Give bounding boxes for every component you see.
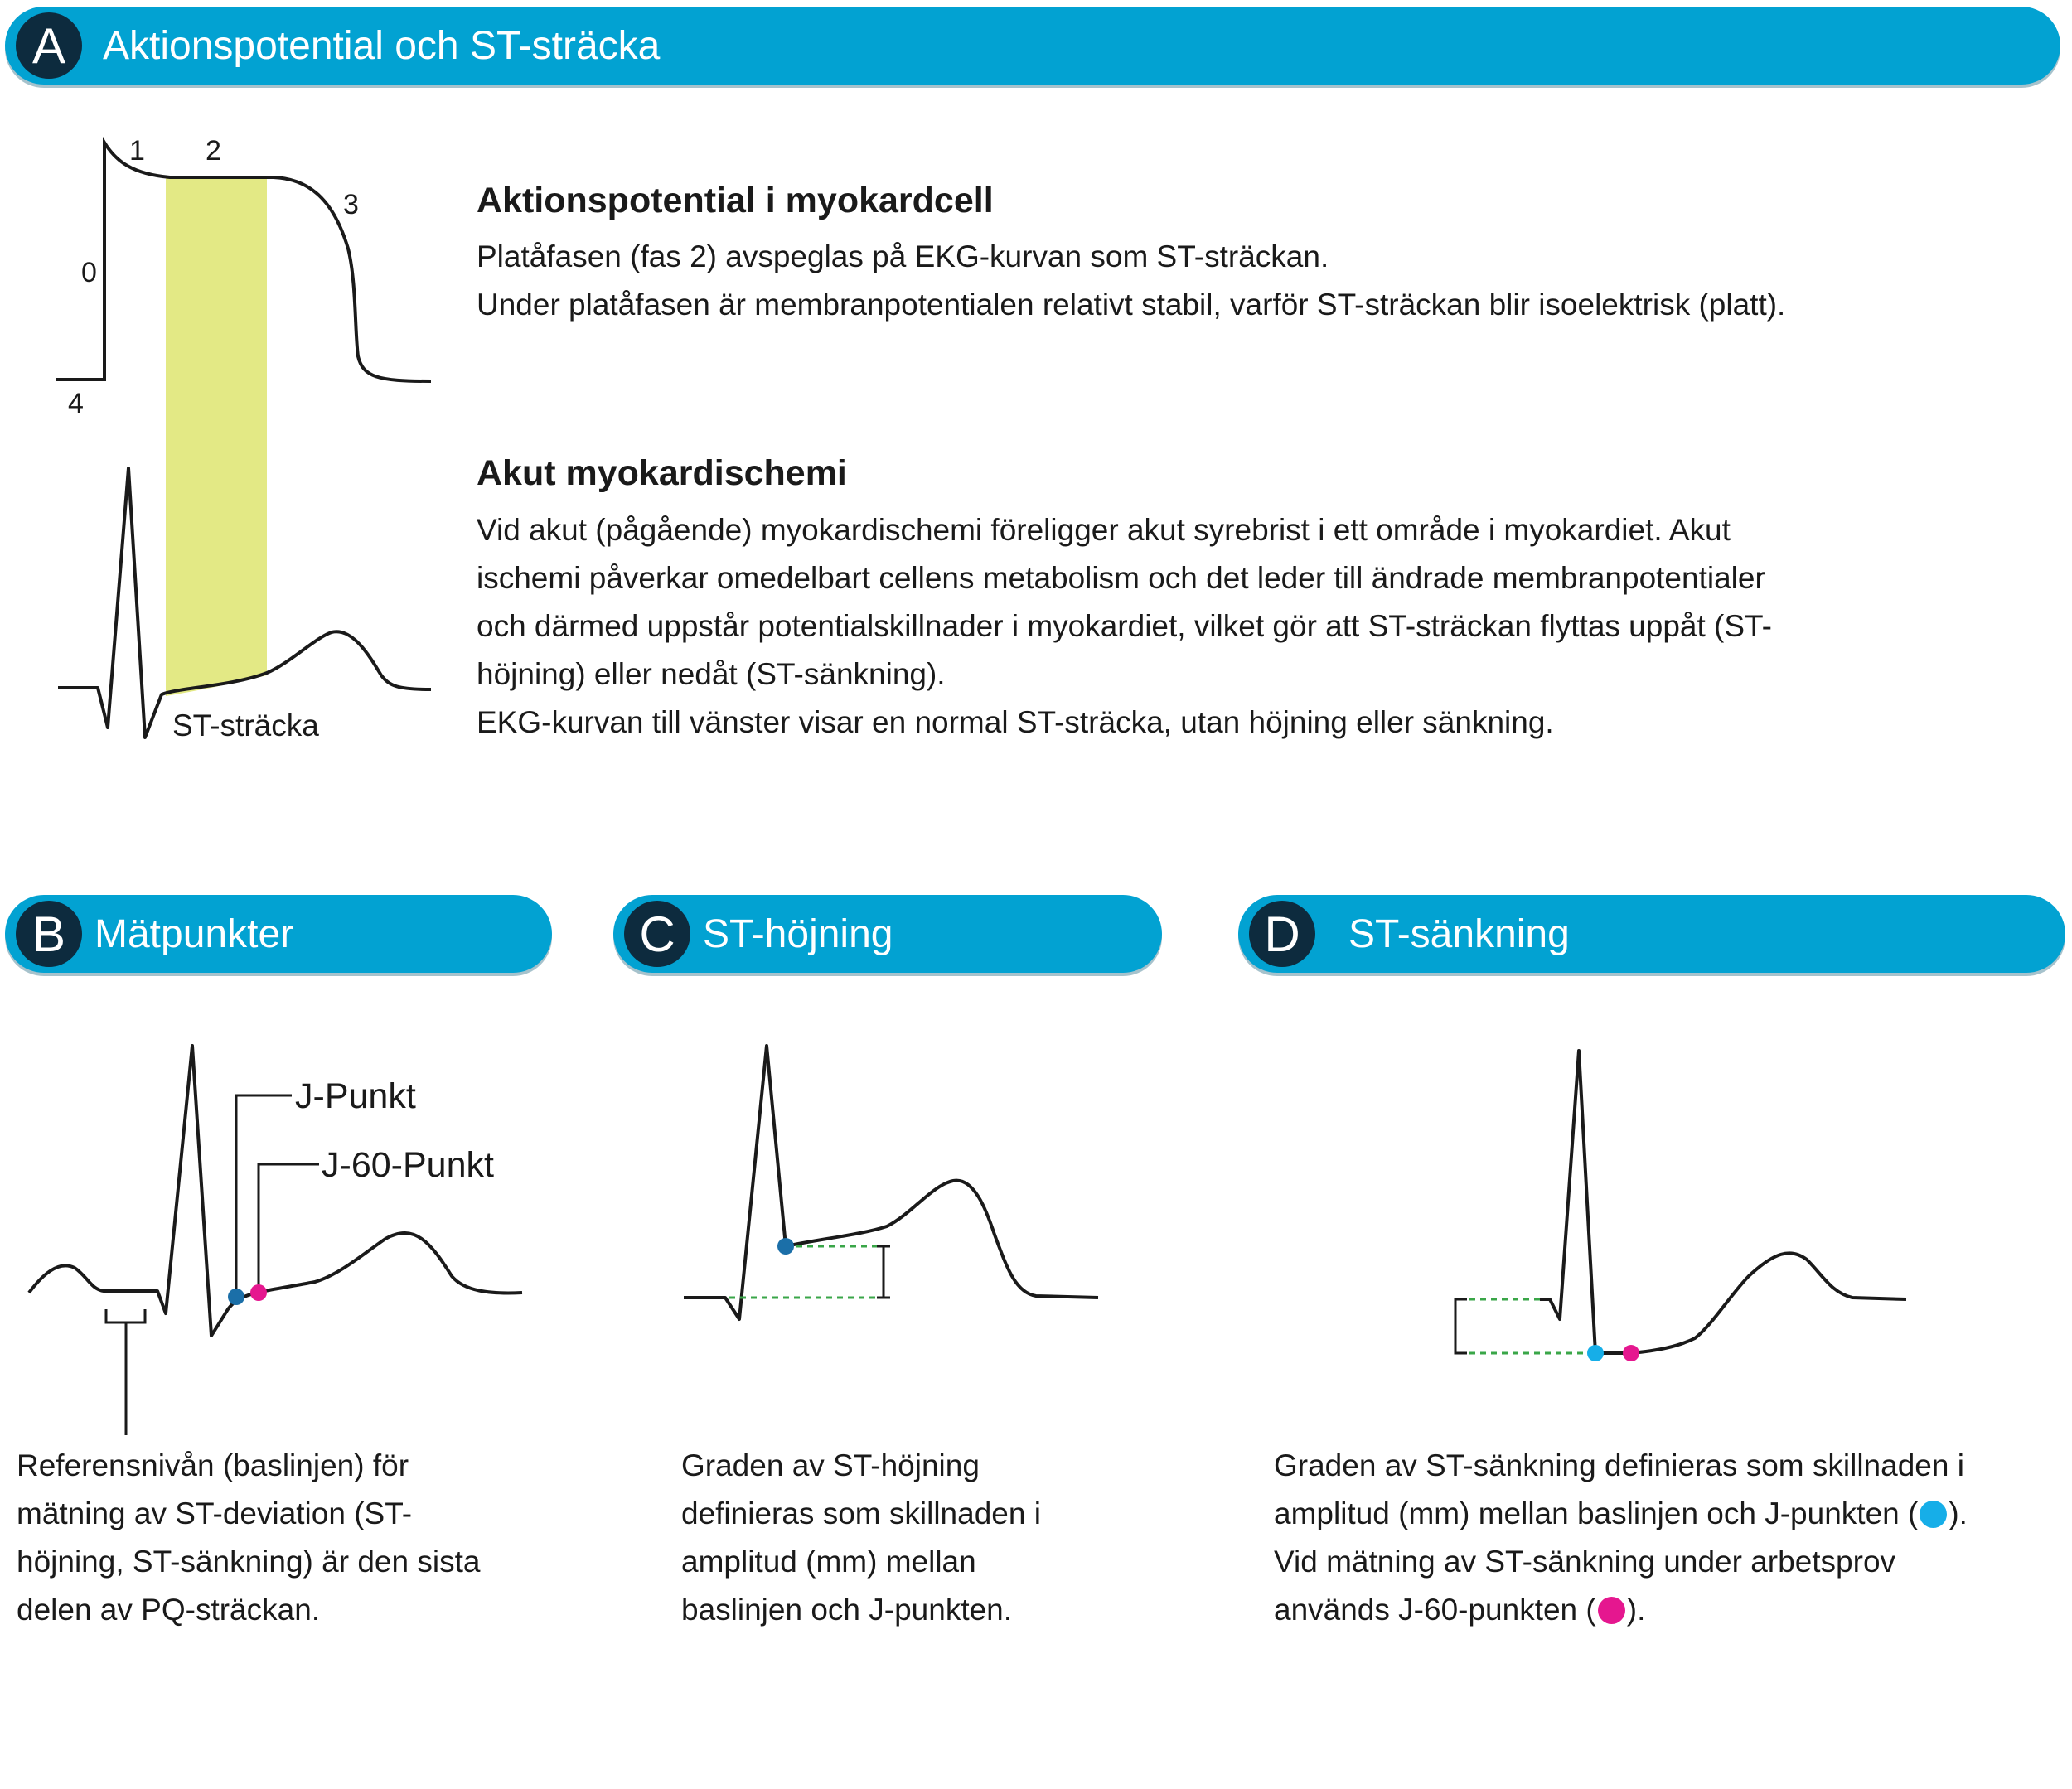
- ischemia-heading: Akut myokardischemi: [477, 453, 847, 493]
- ischemia-line: EKG-kurvan till vänster visar en normal ST-sträcka, utan höjning eller sänkning.: [477, 705, 1554, 739]
- j-point-legend-icon: [1920, 1501, 1947, 1528]
- section-d-line4-start: används J-60-punkten (: [1274, 1593, 1596, 1627]
- ecg-curve-d: [1540, 1051, 1906, 1353]
- action-potential-line: Under platåfasen är membranpotentialen relativt stabil, varför ST-sträckan blir isoelektrisk (platt).: [477, 288, 1786, 322]
- section-c-title: ST-höjning: [703, 911, 893, 956]
- section-c-line: Graden av ST-höjning: [681, 1448, 980, 1482]
- ap-phase-0-label: 0: [81, 257, 97, 288]
- section-d-text: [1274, 1442, 1968, 1634]
- section-b-line: delen av PQ-sträckan.: [17, 1593, 321, 1627]
- section-b-line: mätning av ST-deviation (ST-: [17, 1496, 413, 1530]
- ischemia-line: ischemi påverkar omedelbart cellens metabolism och det leder till ändrade membranpotentialer: [477, 561, 1765, 595]
- ischemia-text: [477, 506, 1772, 747]
- st-depression-measure-bracket: [1455, 1299, 1467, 1353]
- st-elevation-measure-bar: [877, 1246, 890, 1298]
- action-potential-heading: Aktionspotential i myokardcell: [477, 181, 994, 220]
- section-b-line: höjning, ST-sänkning) är den sista: [17, 1545, 481, 1579]
- action-potential-line: Platåfasen (fas 2) avspeglas på EKG-kurvan som ST-sträckan.: [477, 239, 1329, 273]
- section-d-letter: D: [1249, 901, 1315, 967]
- c-j-point-marker: [777, 1238, 794, 1255]
- section-b-letter: B: [16, 901, 82, 967]
- j-point-marker: [228, 1289, 244, 1305]
- j60-point-marker: [250, 1284, 267, 1301]
- section-d-line2-start: amplitud (mm) mellan baslinjen och J-punkten (: [1274, 1496, 1919, 1530]
- section-d-line4-end: ).: [1626, 1593, 1646, 1627]
- section-a-title: Aktionspotential och ST-sträcka: [103, 23, 661, 68]
- ischemia-line: och därmed uppstår potentialskillnader i myokardiet, vilket gör att ST-sträckan flyttas uppåt (ST-: [477, 609, 1772, 643]
- ap-phase-3-label: 3: [343, 189, 359, 220]
- section-c-line: amplitud (mm) mellan: [681, 1545, 976, 1579]
- section-d-line: Graden av ST-sänkning definieras som skillnaden i: [1274, 1448, 1964, 1482]
- section-d-title: ST-sänkning: [1348, 911, 1570, 956]
- section-b-text: [17, 1442, 480, 1634]
- section-d-line: [1274, 1490, 1968, 1538]
- baseline-bracket: [106, 1309, 145, 1435]
- section-d-line: Vid mätning av ST-sänkning under arbetsprov: [1274, 1545, 1896, 1579]
- ischemia-line: höjning) eller nedåt (ST-sänkning).: [477, 657, 946, 691]
- ecg-curve-b: [29, 1046, 522, 1336]
- section-b-line: Referensnivån (baslinjen) för: [17, 1448, 409, 1482]
- j-point-leader-line: [236, 1095, 292, 1297]
- section-d-line2-end: ).: [1949, 1496, 1968, 1530]
- d-j-point-marker: [1587, 1345, 1604, 1361]
- ap-phase-4-label: 4: [68, 388, 84, 419]
- action-potential-text: [477, 233, 1785, 329]
- j60-point-label: J-60-Punkt: [322, 1145, 494, 1185]
- section-c-text: [681, 1442, 1041, 1634]
- ap-phase-2-label: 2: [206, 135, 221, 167]
- section-c-line: baslinjen och J-punkten.: [681, 1593, 1013, 1627]
- ap-phase-1-label: 1: [129, 135, 145, 167]
- section-b-title: Mätpunkter: [94, 911, 294, 956]
- ischemia-line: Vid akut (pågående) myokardischemi föreligger akut syrebrist i ett område i myokardiet. Akut: [477, 513, 1731, 547]
- section-c-letter: C: [624, 901, 690, 967]
- section-d-line: [1274, 1586, 1968, 1634]
- d-j60-point-marker: [1623, 1345, 1639, 1361]
- j60-point-legend-icon: [1598, 1597, 1625, 1624]
- plateau-highlight: [166, 178, 267, 696]
- j60-point-leader-line: [259, 1164, 319, 1293]
- st-segment-label: ST-sträcka: [172, 708, 319, 742]
- section-c-line: definieras som skillnaden i: [681, 1496, 1041, 1530]
- j-point-label: J-Punkt: [295, 1076, 416, 1116]
- ecg-curve-c: [684, 1046, 1098, 1319]
- section-a-letter: A: [16, 12, 82, 79]
